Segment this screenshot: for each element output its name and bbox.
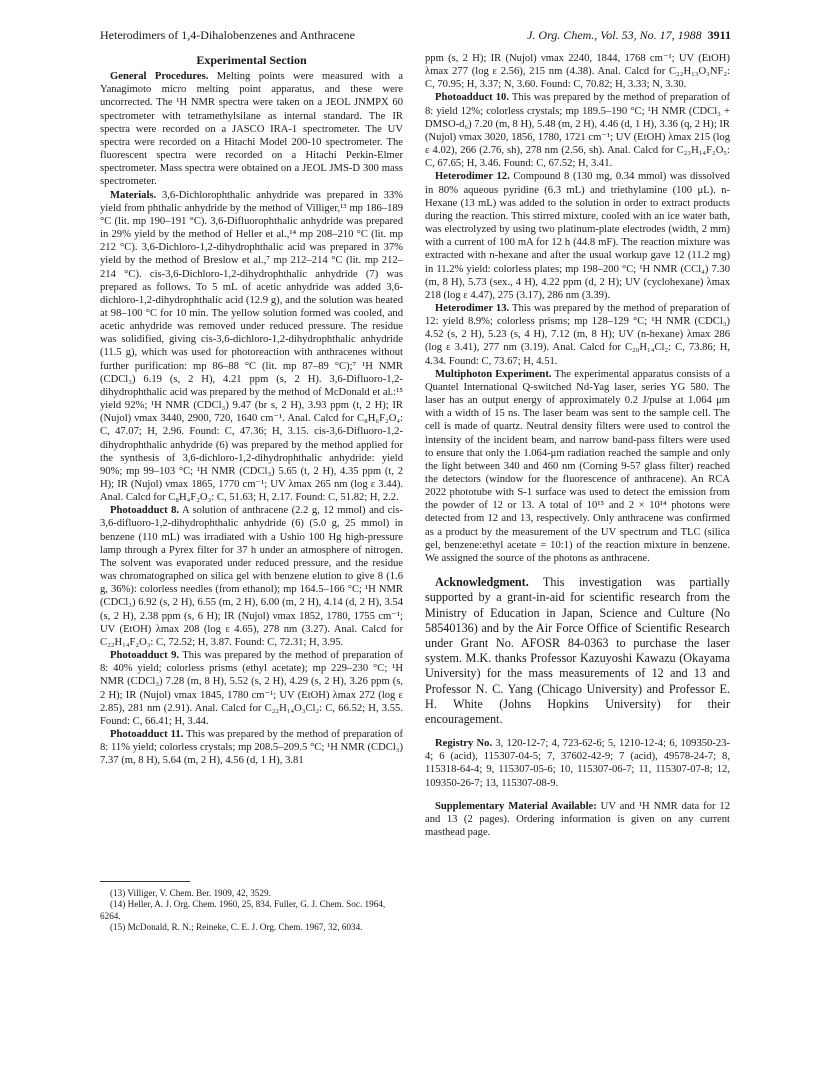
- paragraph-text: A solution of anthracene (2.2 g, 12 mmol) and cis-3,6-difluoro-1,2-dihydrophthalic anhydride (6) (5.0 g, 25 mmol) in benzene (110 mL) was irradiated with a Ushio 100 Hg high-pressure lamp through a Pyrex filter for 37 h under an atmosphere of nitrogen. The solvent was evaporated under reduced pressure, and the residue was chromatographed on silica gel with benzene elution to give 8 (1.6 g, 36%): colorless needles (from ethanol); mp 164.5–166 °C; ¹H NMR (CDCl₃) 6.92 (s, 2 H), 6.55 (m, 2 H), 6.00 (m, 2 H), 4.14 (d, 2 H), 3.54 (s, 2 H), 2.38 ppm (s, 6 H); IR (Nujol) νmax 1852, 1780, 1755 cm⁻¹; UV (EtOH) λmax 208 (log ε 4.65), 278 nm (3.27). Anal. Calcd for C₂₂H₁₄F₂O₃: C, 72.52; H, 3.87. Found: C, 72.31; H, 3.95.: [100, 505, 403, 648]
- paragraph-heading: Photoadduct 11.: [110, 728, 184, 740]
- footnote-rule: [100, 881, 190, 882]
- journal-citation: [527, 28, 731, 43]
- acknowledgment-text: This investigation was partially supported by a grant-in-aid for scientific research from the Ministry of Education in Japan, Science and Culture (No 58540136) and by the Air Force Office of Scientific Research under Grant No. AFOSR 84-0363 to purchase the laser system. M.K. thanks Professor Kazuyoshi Kawazu (Okayama University) for the mass measurements of 12 and 13 and Professor N. C. Yang (Chicago University) and Professor E. H. White (Johns Hopkins University) for their encouragement.: [425, 575, 730, 726]
- paragraph-text: Compound 8 (130 mg, 0.34 mmol) was dissolved in 80% aqueous pyridine (6.3 mL) and triethylamine (100 μL). n-Hexane (13 mL) was added to the solution in order to extract products during the reaction. This stirred mixture, cooled with an ice water bath, was electrolyzed by using two platinum-plate electrodes (width, 2 mm) with a current of 100 mA for 12 h (44.8 mF). The reaction mixture was extracted with n-hexane and after the usual workup gave 12 (11.2 mg) in 11.2% yield: colorless plates; mp 198–200 °C; ¹H NMR (CCl₄) 7.30 (m, 8 H), 5.73 (sex., 4 H), 4.22 ppm (d, 2 H); UV (cyclohexane) λmax 218 (log ε 4.47), 275 (3.17), 286 nm (3.39).: [425, 171, 730, 301]
- paragraph-heading: Photoadduct 9.: [110, 650, 180, 662]
- running-header: [100, 28, 731, 44]
- paragraph: [100, 728, 403, 767]
- paragraph: [425, 368, 730, 565]
- registry-text: 3, 120-12-7; 4, 723-62-6; 5, 1210-12-4; 6, 109350-23-4; 6 (acid), 115307-04-5; 7, 37602-42-9; 7 (acid), 49578-24-7; 8, 115318-64-4; 9, 115307-05-6; 10, 115307-06-7; 11, 115307-07-8; 12, 109350-26-7; 13, 115307-08-9.: [425, 738, 730, 789]
- paragraph-heading: Materials.: [110, 189, 157, 201]
- paragraph-heading: Heterodimer 12.: [435, 171, 510, 183]
- supplementary-text: UV and ¹H NMR data for 12 and 13 (2 pages). Ordering information is given on any current masthead page.: [425, 800, 730, 839]
- paragraph-text: The experimental apparatus consists of a Quantel International Q-switched Nd-Yag laser, series YG 580. The laser has an output energy of approximately 0.2 J/pulse at 1.064 μm with a width of 15 ns. The laser beam was sent to the sample cell. The cell is made of quartz. Neutral density filters were used to control the intensity of the incident beam, and narrow band-pass filters were used to ensure that only the 1.064-μm radiation reached the sample and only the light between 340 and 460 nm (Corning 9-57 glass filter) reached the detectors (window for the fluorescence of anthracene). An RCA 2022 phototube with S-1 surface was used to detect the emission from the powder of 12 or 13. A total of 10¹⁵ and 2 × 10¹⁴ photons were detected from 12 and 13, respectively. Only anthracene was confirmed as a product by the measurement of the UV spectrum and TLC (silica gel, benzene:ethyl acetate = 10:1) of the reaction mixture in benzene. We assigned the source of the photons as anthracene.: [425, 368, 730, 564]
- paragraph: [425, 170, 730, 302]
- paragraph-text: This was prepared by the method of preparation of 8: 11% yield; colorless crystals; mp 208.5–209.5 °C; ¹H NMR (CDCl₃) 7.37 (m, 8 H), 5.64 (m, 2 H), 4.56 (d, 1 H), 3.81: [100, 728, 404, 767]
- acknowledgment-heading: Acknowledgment.: [435, 575, 529, 590]
- footnote: (13) Villiger, V. Chem. Ber. 1909, 42, 3529.: [110, 888, 271, 898]
- supplementary-heading: Supplementary Material Available:: [435, 800, 597, 812]
- paragraph: [100, 649, 403, 728]
- supplementary-material: [425, 800, 730, 839]
- paragraph-heading: Multiphoton Experiment.: [435, 368, 552, 380]
- paragraph: [425, 52, 730, 91]
- paragraph: [100, 504, 403, 649]
- running-title: Heterodimers of 1,4-Dihalobenzenes and Anthracene: [100, 28, 355, 42]
- right-paragraphs: [425, 52, 730, 565]
- registry-heading: Registry No.: [435, 738, 493, 750]
- paragraph: [425, 302, 730, 368]
- paragraph-text: This was prepared by the method of preparation of 12: yield 8.9%; colorless prisms; mp 128–129 °C; ¹H NMR (CDCl₃) 4.52 (s, 2 H), 5.23 (s, 4 H), 7.12 (m, 8 H); UV (n-hexane) λmax 286 (log ε 3.41), 277 nm (3.19). Anal. Calcd for C₂₀H₁₄Cl₂: C, 73.86; H, 4.34. Found: C, 73.67; H, 4.51.: [425, 302, 731, 367]
- right-column: [425, 52, 730, 839]
- paragraph-text: This was prepared by the method of preparation of 8: 40% yield; colorless prisms (ethyl acetate); mp 229–230 °C; ¹H NMR (CDCl₃) 7.28 (m, 8 H), 5.52 (s, 2 H), 4.29 (s, 2 H), 3.26 ppm (s, 2 H); IR (Nujol) νmax 1845, 1780 cm⁻¹; UV (EtOH) λmax 272 (log ε 2.85), 281 nm (2.91). Anal. Calcd for C₂₂H₁₄O₃Cl₂: C, 66.52; H, 3.55. Found: C, 66.41; H, 3.44.: [100, 650, 404, 727]
- paragraph-text: This was prepared by the method of preparation of 8: yield 12%; colorless crystals; mp 189.5–190 °C; ¹H NMR (CDCl₃ + DMSO-d₆) 7.20 (m, 8 H), 5.48 (m, 2 H), 4.46 (d, 1 H), 3.36 (q, 2 H); IR (Nujol) νmax 3020, 1856, 1780, 1721 cm⁻¹; UV (EtOH) λmax 215 (log ε 4.02), 266 (2.76, sh), 278 nm (2.56, sh). Anal. Calcd for C₂₃H₁₄F₂O₅: C, 67.65; H, 3.46. Found: C, 67.52; H, 3.41.: [425, 92, 730, 170]
- paragraph-text: 3,6-Dichlorophthalic anhydride was prepared in 33% yield from phthalic anhydride by the method of Villiger,¹³ mp 186–189 °C (lit. mp 190–191 °C). 3,6-Difluorophthalic anhydride was prepared in 29% yield by the method of Heller et al.,¹⁴ mp 208–210 °C (lit. mp 212 °C). 3,6-Dichloro-1,2-dihydrophthalic acid was prepared in 37% yield by the method of Breslow et al.,⁷ mp 212–214 °C (lit. mp 212–214 °C). cis-3,6-Dichloro-1,2-dihydrophthalic anhydride (7) was prepared as follows. To 5 mL of acetic anhydride was added 3,6-dichloro-1,2-dihydrophthalic acid (12.9 g), and the solution was heated at 98–100 °C for 10 min. The yellow solution formed was cooled, and acetic anhydride was removed under reduced pressure. The residue was solidified, giving cis-3,6-dichloro-1,2-dihydrophthalic anhydride (11.5 g), which was used for photoreaction with anthracenes without further purification: mp 86–88 °C (lit. mp 87–89 °C);⁷ ¹H NMR (CDCl₃) 6.19 (s, 2 H), 4.21 ppm (s, 2 H). 3,6-Difluoro-1,2-dihydrophthalic acid was prepared by the method of McDonald et al.:¹⁵ yield 92%; ¹H NMR (CDCl₃) 9.47 (br s, 2 H), 3.93 ppm (t, 2 H); IR (Nujol) νmax 3440, 2900, 720, 1640 cm⁻¹. Anal. Calcd for C₈H₆F₂O₄: C, 47.07; H, 2.96. Found: C, 47.36; H, 3.15. cis-3,6-Difluoro-1,2-dihydrophthalic anhydride (6) was prepared by the method applied for the synthesis of 3,6-dichloro-1,2-dihydrophthalic anhydride: yield 90%; mp 99–103 °C; ¹H NMR (CDCl₃) 5.65 (t, 2 H), 4.35 ppm (t, 2 H); IR (Nujol) νmax 1865, 1770 cm⁻¹; UV λmax 265 nm (log ε 3.44). Anal. Calcd for C₈H₄F₂O₃: C, 51.63; H, 2.17. Found: C, 51.82; H, 2.2.: [100, 189, 403, 504]
- paragraph: [425, 91, 730, 170]
- paragraph-heading: General Procedures.: [110, 71, 209, 83]
- journal-name: J. Org. Chem., Vol. 53, No. 17, 1988: [527, 28, 702, 42]
- paragraph-heading: Photoadduct 8.: [110, 505, 180, 517]
- left-paragraphs: [100, 70, 403, 767]
- acknowledgment: [425, 575, 730, 727]
- page-number: 3911: [707, 28, 731, 42]
- paragraph: [100, 189, 403, 505]
- paragraph-heading: Heterodimer 13.: [435, 302, 510, 314]
- footnote-list: [100, 888, 403, 933]
- paragraph: [100, 70, 403, 188]
- paragraph-text: ppm (s, 2 H); IR (Nujol) νmax 2240, 1844, 1768 cm⁻¹; UV (EtOH) λmax 277 (log ε 2.56), 215 nm (4.38). Anal. Calcd for C₂₂H₁₃O₃NF₂: C, 70.95; H, 3.37; N, 3.60. Found: C, 70.82; H, 3.33; N, 3.30.: [425, 53, 730, 91]
- footnotes: [100, 881, 403, 933]
- paragraph-text: Melting points were measured with a Yanagimoto micro melting point apparatus, and these were uncorrected. The ¹H NMR spectra were taken on a JEOL JNMPX 60 spectrometer with tetramethylsilane as internal standard. The IR spectra were recorded on a JASCO IRA-1 spectrometer. The UV spectra were recorded on a Hitachi Model 200-10 spectrometer. The fluorescent spectra were recorded on a Hitachi Perkin-Elmer spectrometer. Mass spectra were obtained on a JEOL JMS-D 300 mass spectrometer.: [100, 71, 404, 188]
- footnote: (14) Heller, A. J. Org. Chem. 1960, 25, 834. Fuller, G. J. Chem. Soc. 1964, 6264.: [100, 899, 386, 921]
- paragraph-heading: Photoadduct 10.: [435, 92, 509, 104]
- section-title: Experimental Section: [196, 53, 307, 67]
- left-column: [100, 52, 403, 767]
- footnote: (15) McDonald, R. N.; Reineke, C. E. J. Org. Chem. 1967, 32, 6034.: [110, 921, 363, 932]
- registry-numbers: [425, 737, 730, 790]
